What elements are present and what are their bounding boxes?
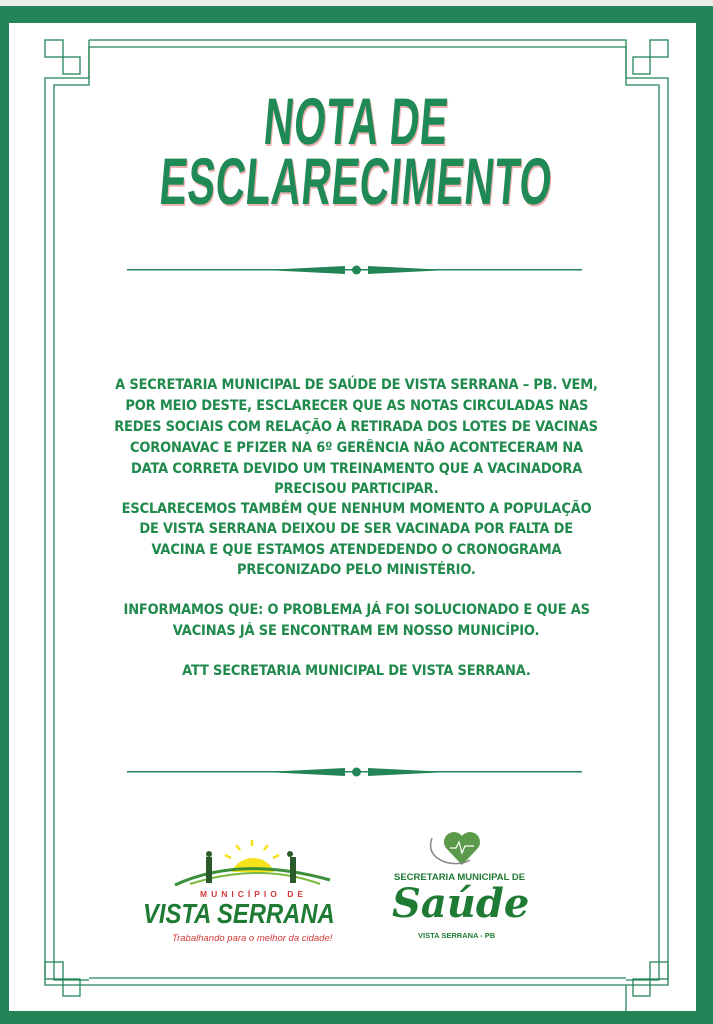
paragraph-2-line: ESCLARECEMOS TAMBÉM QUE NENHUM MOMENTO A POPULAÇÃO	[121, 501, 592, 517]
paragraph-1-line: REDES SOCIAIS COM RELAÇÃO À RETIRADA DOS LOTES DE VACINAS	[114, 419, 599, 435]
municipio-label: MUNICÍPIO DE	[200, 889, 308, 899]
saude-label: SECRETARIA MUNICIPAL DE	[394, 872, 526, 883]
paragraph-1-line: PRECISOU PARTICIPAR.	[274, 481, 439, 497]
paragraph-1-line: A SECRETARIA MUNICIPAL DE SAÚDE DE VISTA SERRANA – PB. VEM,	[115, 377, 598, 393]
paragraph-2-line: DE VISTA SERRANA DEIXOU DE SER VACINADA POR FALTA DE	[139, 521, 574, 537]
municipio-slogan: Trabalhando para o melhor da cidade!	[172, 933, 333, 944]
title-line-1: NOTA DE	[261, 84, 452, 158]
paragraph-2-line: VACINA E QUE ESTAMOS ATENDEDENDO O CRONOGRAMA	[151, 542, 562, 558]
saude-name: Saúde	[392, 880, 530, 927]
title-line-2: ESCLARECIMENTO	[157, 144, 556, 218]
signature: ATT SECRETARIA MUNICIPAL DE VISTA SERRANA.	[182, 663, 531, 679]
saude-location: VISTA SERRANA - PB	[418, 931, 496, 940]
paragraph-1-line: DATA CORRETA DEVIDO UM TREINAMENTO QUE A VACINADORA	[130, 461, 583, 477]
paragraph-1-line: CORONAVAC E PFIZER NA 6º GERÊNCIA NÃO ACONTECERAM NA	[130, 440, 583, 456]
municipio-name: VISTA SERRANA	[143, 898, 335, 929]
paragraph-1-line: POR MEIO DESTE, ESCLARECER QUE AS NOTAS CIRCULADAS NAS	[125, 398, 588, 414]
paragraph-2-line: PRECONIZADO PELO MINISTÉRIO.	[237, 562, 476, 578]
paragraph-3-line: INFORMAMOS QUE: O PROBLEMA JÁ FOI SOLUCIONADO E QUE AS	[123, 602, 590, 618]
paragraph-3-line: VACINAS JÁ SE ENCONTRAM EM NOSSO MUNICÍPIO.	[173, 623, 540, 639]
